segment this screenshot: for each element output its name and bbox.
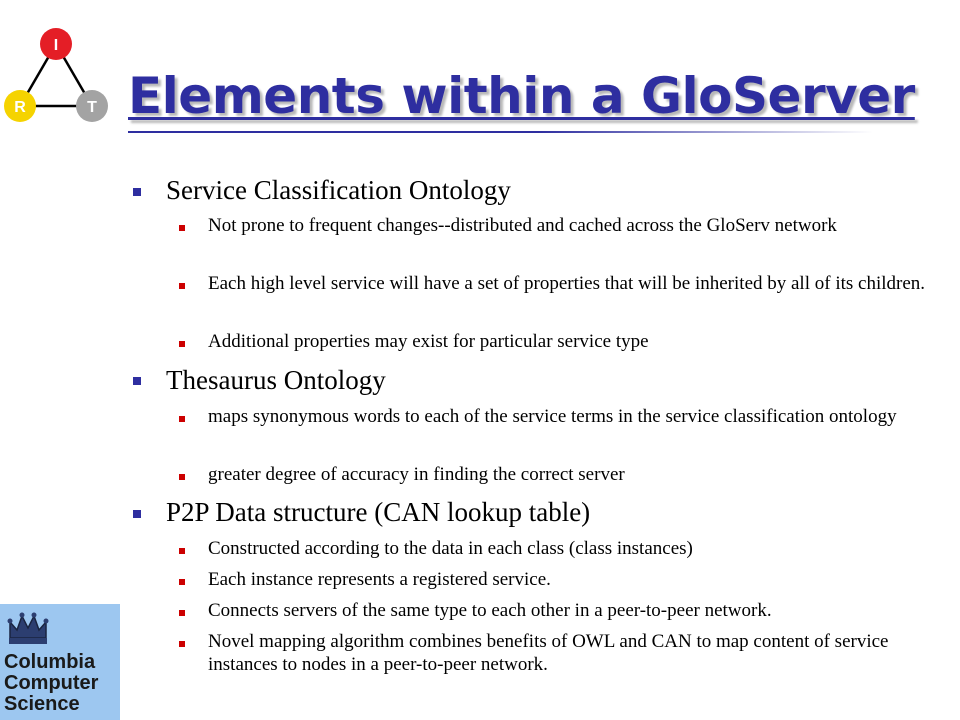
slide-title: Elements within a GloServer <box>128 67 915 125</box>
sub-bullet-square-icon <box>179 341 185 347</box>
sub-bullet-square-icon <box>179 610 185 616</box>
bullet-item: maps synonymous words to each of the service terms in the service classification ontology <box>208 406 897 427</box>
bullet-item: Additional properties may exist for particular service type <box>208 331 649 352</box>
bullet-item: Each high level service will have a set of properties that will be inherited by all of its children. <box>208 273 926 294</box>
bullet-item: Not prone to frequent changes--distributed and cached across the GloServ network <box>208 215 837 236</box>
irt-logo-letter-t: T <box>87 99 97 116</box>
bullet-item: Constructed according to the data in each class (class instances) <box>208 538 693 559</box>
logo-line: Computer <box>4 672 99 694</box>
sub-bullet-square-icon <box>179 579 185 585</box>
columbia-cs-logo <box>0 604 120 720</box>
bullet-item: Novel mapping algorithm combines benefits of OWL and CAN to map content of service instances to nodes in a peer-to-peer network. <box>208 631 889 675</box>
section-heading: Thesaurus Ontology <box>166 365 386 395</box>
bullet-square-icon <box>133 377 141 385</box>
section-heading: P2P Data structure (CAN lookup table) <box>166 497 591 527</box>
sub-bullet-square-icon <box>179 474 185 480</box>
crown-icon <box>6 608 50 648</box>
section-heading: Service Classification Ontology <box>166 175 511 205</box>
bullet-square-icon <box>133 188 141 196</box>
irt-logo-letter-i: I <box>53 37 59 54</box>
bullet-item: Each instance represents a registered service. <box>208 569 551 590</box>
sub-bullet-square-icon <box>179 416 185 422</box>
sub-bullet-square-icon <box>179 641 185 647</box>
sub-bullet-square-icon <box>179 283 185 289</box>
bullet-item: greater degree of accuracy in finding the correct server <box>208 464 625 485</box>
columbia-cs-logo-text <box>4 652 98 715</box>
logo-line: Science <box>4 693 80 715</box>
bullet-item: Connects servers of the same type to each other in a peer-to-peer network. <box>208 600 772 621</box>
sub-bullet-square-icon <box>179 548 185 554</box>
irt-logo-letter-r: R <box>14 99 26 116</box>
sub-bullet-square-icon <box>179 225 185 231</box>
bullet-square-icon <box>133 510 141 518</box>
logo-line: Columbia <box>4 651 96 673</box>
